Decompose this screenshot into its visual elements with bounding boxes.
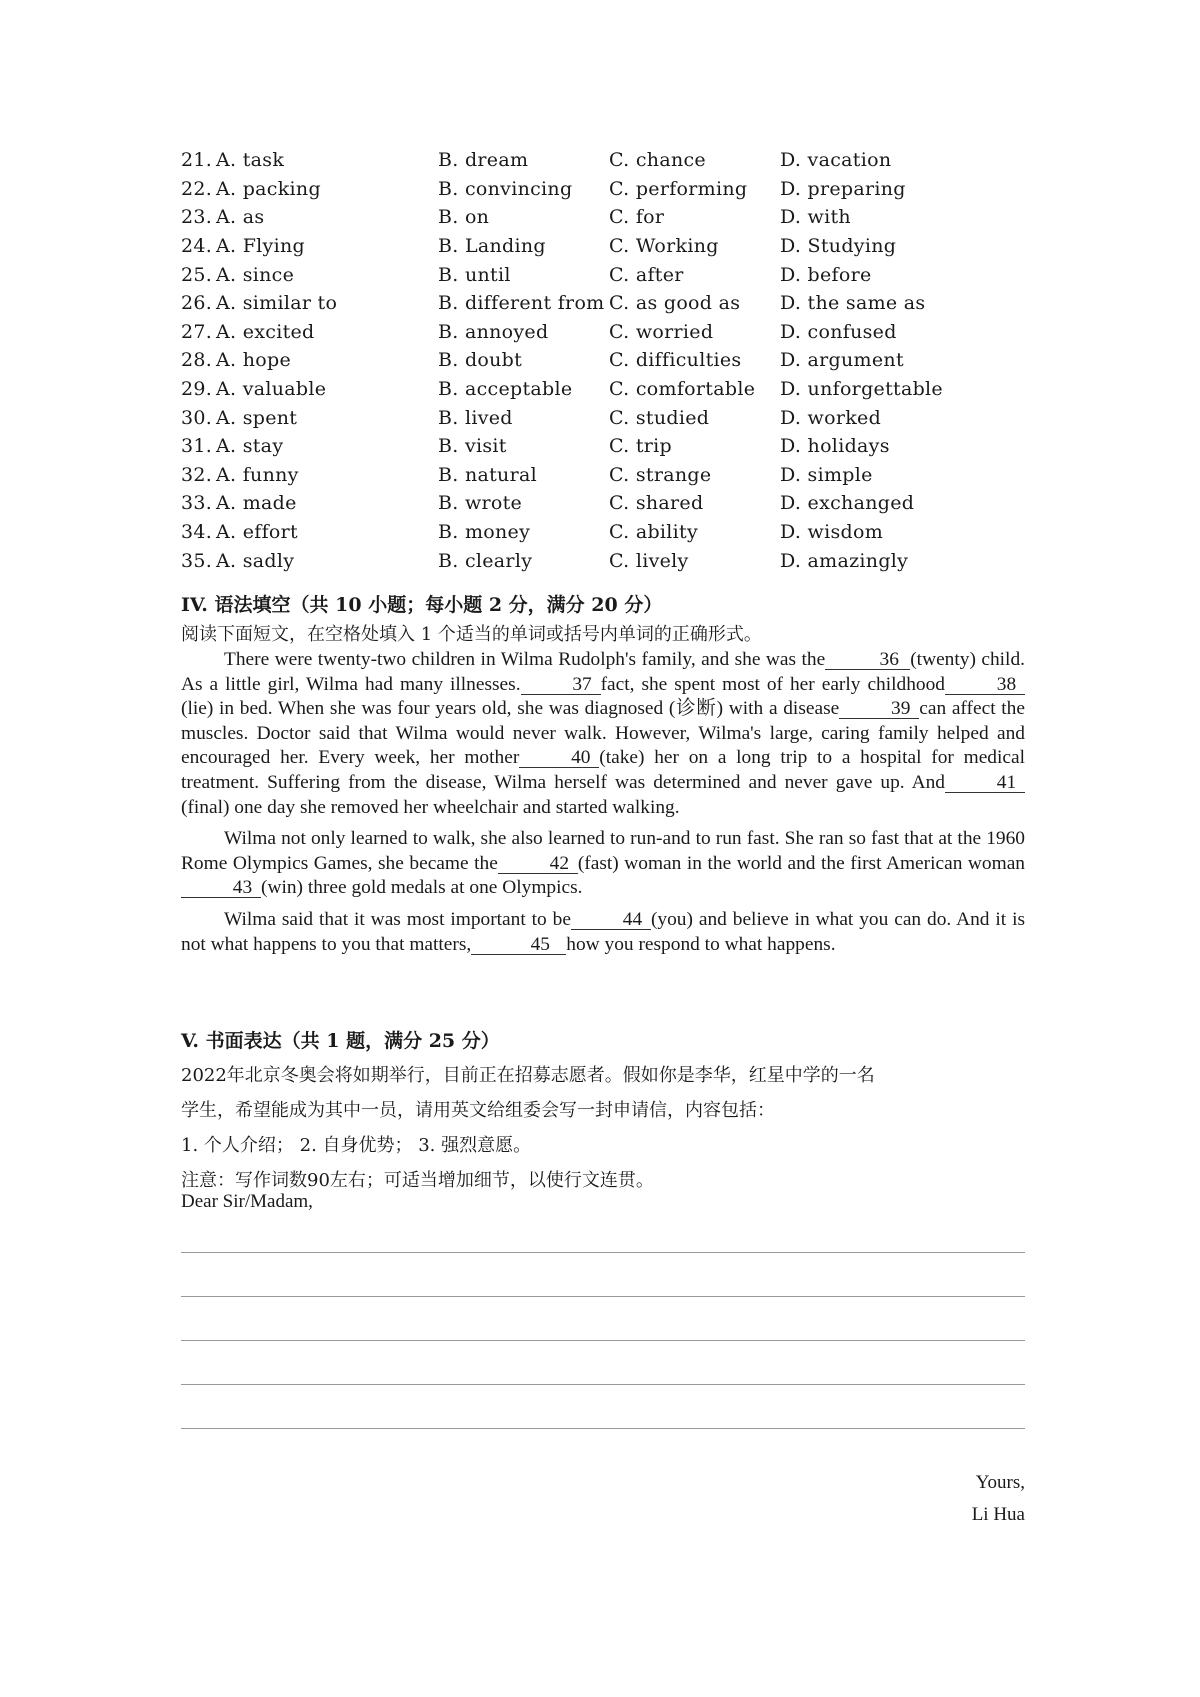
choice-row [181, 346, 1021, 375]
option-d[interactable]: D. simple [780, 463, 873, 486]
option-c[interactable]: C. difficulties [609, 349, 742, 372]
choice-row [181, 489, 1021, 518]
grammar-passage [181, 648, 1025, 964]
section-4-title: IV. 语法填空（共 10 小题；每小题 2 分，满分 20 分） [181, 594, 663, 616]
option-b[interactable]: B. until [438, 263, 511, 286]
blank-43[interactable]: 43 [181, 879, 261, 898]
option-c[interactable]: C. comfortable [609, 378, 756, 401]
option-d[interactable]: D. unforgettable [780, 378, 943, 401]
passage-text: (take) her on a long trip to a hospital for medical treatment. Suffering from the disease, Wilma herself was determined and never gave up. And [181, 747, 1025, 793]
option-a[interactable]: A. spent [216, 406, 298, 429]
letter-signature: Li Hua [971, 1504, 1025, 1525]
blank-39[interactable]: 39 [839, 700, 919, 719]
option-c[interactable]: C. trip [609, 435, 672, 458]
essay-prompt-line: 2022年北京冬奥会将如期举行，目前正在招募志愿者。假如你是李华，红星中学的一名 [181, 1065, 875, 1086]
option-a[interactable]: A. sadly [216, 549, 295, 572]
option-d[interactable]: D. worked [780, 406, 882, 429]
choice-row [181, 375, 1021, 404]
question-number: 22. [181, 177, 213, 200]
option-a[interactable]: A. hope [216, 349, 291, 372]
choice-row [181, 260, 1021, 289]
choice-row [181, 318, 1021, 347]
question-number: 31. [181, 435, 213, 458]
question-number: 25. [181, 263, 213, 286]
blank-41[interactable]: 41 [945, 774, 1025, 793]
passage-text: fact, she spent most of her early childhood [600, 673, 945, 695]
option-b[interactable]: B. money [438, 521, 531, 544]
question-number: 27. [181, 320, 213, 343]
multiple-choice-options [181, 146, 1021, 575]
option-c[interactable]: C. strange [609, 463, 712, 486]
section-5-title: V. 书面表达（共 1 题，满分 25 分） [181, 1030, 500, 1052]
option-b[interactable]: B. Landing [438, 235, 546, 258]
option-b[interactable]: B. different from [438, 292, 605, 315]
question-number: 30. [181, 406, 213, 429]
essay-content-points: 1. 个人介绍； 2. 自身优势； 3. 强烈意愿。 [181, 1135, 532, 1156]
essay-prompt-line: 学生，希望能成为其中一员，请用英文给组委会写一封申请信，内容包括： [181, 1100, 775, 1121]
passage-text: how you respond to what happens. [566, 933, 836, 955]
blank-45[interactable]: 45 [471, 936, 566, 955]
passage-text: (final) one day she removed her wheelchair and started walking. [181, 796, 680, 818]
option-a[interactable]: A. excited [216, 320, 315, 343]
option-d[interactable]: D. exchanged [780, 492, 915, 515]
option-a[interactable]: A. made [216, 492, 297, 515]
option-b[interactable]: B. doubt [438, 349, 523, 372]
letter-closing: Yours, [975, 1472, 1025, 1493]
choice-row [181, 518, 1021, 547]
choice-row [181, 546, 1021, 575]
passage-paragraph-3 [181, 908, 1025, 957]
section-4-instruction: 阅读下面短文，在空格处填入 1 个适当的单词或括号内单词的正确形式。 [181, 624, 762, 645]
option-c[interactable]: C. chance [609, 149, 706, 172]
letter-greeting: Dear Sir/Madam, [181, 1191, 313, 1212]
question-number: 34. [181, 521, 213, 544]
writing-line[interactable] [181, 1252, 1025, 1253]
option-d[interactable]: D. vacation [780, 149, 892, 172]
question-number: 23. [181, 206, 213, 229]
option-c[interactable]: C. as good as [609, 292, 741, 315]
blank-42[interactable]: 42 [498, 855, 578, 874]
passage-text: (lie) in bed. When she was four years old, she was diagnosed (诊断) with a disease [181, 698, 840, 720]
blank-37[interactable]: 37 [521, 676, 601, 695]
option-c[interactable]: C. for [609, 206, 665, 229]
choice-row [181, 146, 1021, 175]
option-a[interactable]: A. packing [216, 177, 321, 200]
writing-line[interactable] [181, 1340, 1025, 1341]
blank-44[interactable]: 44 [571, 911, 651, 930]
passage-text: (fast) woman in the world and the first American woman [577, 852, 1025, 874]
choice-row [181, 403, 1021, 432]
option-d[interactable]: D. amazingly [780, 549, 909, 572]
blank-38[interactable]: 38 [945, 676, 1025, 695]
option-d[interactable]: D. argument [780, 349, 904, 372]
option-c[interactable]: C. Working [609, 235, 719, 258]
option-b[interactable]: B. wrote [438, 492, 523, 515]
writing-line[interactable] [181, 1384, 1025, 1385]
option-d[interactable]: D. before [780, 263, 872, 286]
option-b[interactable]: B. lived [438, 406, 513, 429]
option-d[interactable]: D. holidays [780, 435, 890, 458]
passage-text: Wilma said that it was most important to be [224, 908, 571, 930]
essay-requirements [181, 1058, 1025, 1198]
blank-36[interactable]: 36 [825, 651, 910, 670]
option-c[interactable]: C. ability [609, 521, 699, 544]
option-d[interactable]: D. confused [780, 320, 897, 343]
option-c[interactable]: C. shared [609, 492, 704, 515]
option-a[interactable]: A. funny [216, 463, 299, 486]
option-c[interactable]: C. after [609, 263, 684, 286]
option-a[interactable]: A. since [216, 263, 295, 286]
option-b[interactable]: B. annoyed [438, 320, 549, 343]
option-a[interactable]: A. similar to [216, 292, 338, 315]
choice-row [181, 432, 1021, 461]
option-d[interactable]: D. the same as [780, 292, 926, 315]
blank-40[interactable]: 40 [519, 749, 599, 768]
option-c[interactable]: C. worried [609, 320, 714, 343]
option-c[interactable]: C. lively [609, 549, 689, 572]
question-number: 26. [181, 292, 213, 315]
option-b[interactable]: B. natural [438, 463, 537, 486]
writing-line[interactable] [181, 1296, 1025, 1297]
option-a[interactable]: A. stay [216, 435, 284, 458]
option-b[interactable]: B. on [438, 206, 490, 229]
question-number: 21. [181, 149, 213, 172]
question-number: 24. [181, 235, 213, 258]
option-c[interactable]: C. performing [609, 177, 748, 200]
option-a[interactable]: A. effort [216, 521, 298, 544]
option-d[interactable]: D. wisdom [780, 521, 884, 544]
option-a[interactable]: A. Flying [216, 235, 305, 258]
option-b[interactable]: B. visit [438, 435, 507, 458]
passage-text: can affect the muscles. Doctor said that Wilma would never walk. However, Wilma's large, caring family helped and encouraged her. Every week, her mother [181, 698, 1025, 769]
passage-text: (win) three gold medals at one Olympics. [261, 877, 583, 899]
option-d[interactable]: D. Studying [780, 235, 897, 258]
choice-row [181, 289, 1021, 318]
passage-text: (twenty) child. As a little girl, Wilma had many illnesses. [181, 649, 1025, 695]
question-number: 28. [181, 349, 213, 372]
option-d[interactable]: D. with [780, 206, 851, 229]
option-b[interactable]: B. clearly [438, 549, 533, 572]
choice-row [181, 203, 1021, 232]
option-b[interactable]: B. acceptable [438, 378, 573, 401]
option-b[interactable]: B. dream [438, 149, 529, 172]
choice-row [181, 461, 1021, 490]
choice-row [181, 232, 1021, 261]
question-number: 33. [181, 492, 213, 515]
option-d[interactable]: D. preparing [780, 177, 906, 200]
passage-text: (you) and believe in what you can do. And it is not what happens to you that matters, [181, 908, 1025, 955]
writing-line[interactable] [181, 1428, 1025, 1429]
passage-paragraph-2 [181, 827, 1025, 901]
choice-row [181, 175, 1021, 204]
option-a[interactable]: A. task [216, 149, 285, 172]
essay-note: 注意：写作词数90左右；可适当增加细节，以使行文连贯。 [181, 1170, 654, 1191]
option-c[interactable]: C. studied [609, 406, 710, 429]
option-a[interactable]: A. valuable [216, 378, 327, 401]
question-number: 29. [181, 378, 213, 401]
option-a[interactable]: A. as [216, 206, 265, 229]
passage-paragraph-1 [181, 648, 1025, 820]
question-number: 35. [181, 549, 213, 572]
passage-text: There were twenty-two children in Wilma Rudolph's family, and she was the [224, 649, 826, 670]
option-b[interactable]: B. convincing [438, 177, 573, 200]
question-number: 32. [181, 463, 213, 486]
passage-text: Wilma not only learned to walk, she also learned to run-and to run fast. She ran so fast that at the 1960 Rome Olympics Games, she became the [181, 828, 1025, 874]
